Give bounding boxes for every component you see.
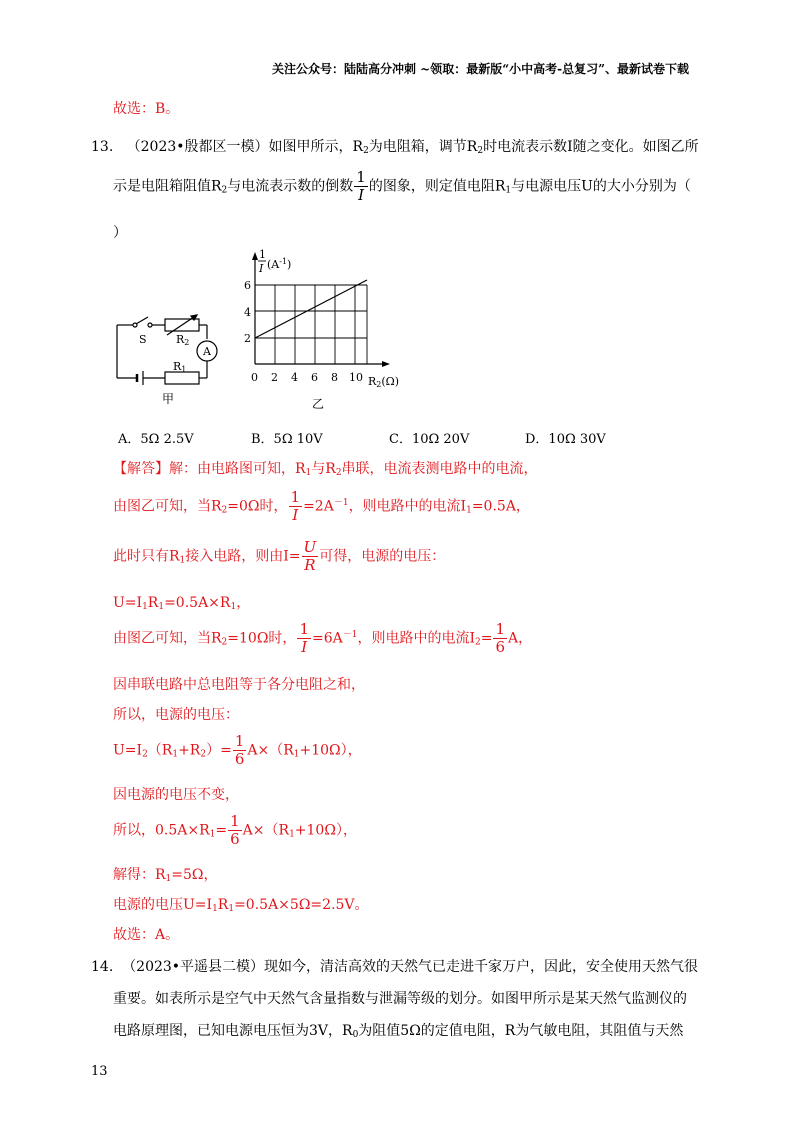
page-header: 关注公众号：陆陆高分冲刺 ~领取：最新版“小中高考-总复习”、最新试卷下载 (272, 62, 690, 76)
solution-line-5: 由图乙可知，当$R_2=10\Omega$时， $\frac{1}{I}$ $=6A^{-1}$，则电路中的电流$I_2=$ $\frac{1}{6}$ A， (113, 620, 533, 656)
page-number: 13 (91, 1064, 108, 1079)
r2-label: R2 (176, 333, 190, 347)
question-source: （2023•殷都区一模） (126, 139, 269, 155)
y-unit: $(A^{-1})$ (267, 257, 292, 271)
r1-label: R1 (173, 360, 187, 374)
switch-label: S (139, 333, 147, 346)
question-14-line-1: 14. （2023•平遥县二模）现如今，清洁高效的天然气已走进千家万户，因此，安全使用天然气很 (91, 959, 699, 975)
fraction-1-over-i: $\frac{1}{I}$ (356, 168, 366, 204)
graph-figure (236, 246, 426, 412)
option-a[interactable]: A．5Ω 2.5V (118, 432, 194, 447)
option-d[interactable]: D．10Ω 30V (525, 432, 606, 447)
question-13-line-2: 示是电阻箱阻值$R_2$与电流表示数的倒数 $\frac{1}{I}$ 的图象，则定值电阻$R_1$与电源电压U的大小分别为（ (113, 168, 691, 204)
circuit-diagram (105, 295, 230, 410)
solution-line-3: 此时只有$R_1$接入电路，则由I= $\frac{U}{R}$ 可得，电源的电压： (113, 538, 446, 574)
question-14-line-2: 重要。如表所示是空气中天然气含量指数与泄漏等级的划分。如图甲所示是某天然气监测仪的 (113, 991, 687, 1007)
solution-line-11: 解得：$R_1=5\Omega$， (113, 867, 218, 884)
option-b[interactable]: B．5Ω 10V (251, 432, 323, 447)
question-14-line-3: 电路原理图，已知电源电压恒为3V，$R_0$为阻值5Ω的定值电阻，R为气敏电阻，其阻值与天然 (113, 1023, 684, 1040)
x-tick-6: 6 (311, 371, 318, 384)
y-label-numerator: 1 (259, 248, 266, 261)
question-number: 14. (91, 959, 114, 975)
graph-caption: 乙 (312, 397, 325, 411)
solution-line-8: $U=I_2(R_1+R_2)=$ $\frac{1}{6}$ $A\times(R_1+10\Omega)$， (113, 732, 362, 768)
y-tick-4: 4 (244, 306, 251, 319)
x-tick-8: 8 (331, 371, 338, 384)
solution-line-2: 由图乙可知，当$R_2=0\Omega$时， $\frac{1}{I}$ $=2A^{-1}$，则电路中的电流$I_1=0.5A$， (113, 488, 530, 524)
prev-answer: 故选：B。 (113, 101, 180, 117)
option-c[interactable]: C．10Ω 20V (389, 432, 470, 447)
y-label-denominator: I (259, 262, 264, 275)
solution-line-7: 所以，电源的电压： (113, 707, 239, 723)
y-tick-2: 2 (244, 332, 251, 345)
y-axis-arrow (252, 252, 258, 260)
circuit-caption: 甲 (162, 392, 175, 406)
x-tick-10: 10 (349, 371, 363, 384)
x-axis-arrow (382, 361, 390, 367)
question-13-line-3: ） (113, 225, 127, 241)
x-tick-2: 2 (271, 371, 278, 384)
x-tick-4: 4 (291, 371, 298, 384)
graph-data-line (255, 280, 367, 338)
question-13-line-1: 13. （2023•殷都区一模）如图甲所示，$R_2$为电阻箱，调节$R_2$时电流表示数I随之变化。如图乙所 (91, 139, 699, 156)
solution-line-12: 电源的电压$U=I_1R_1=0.5A\times 5\Omega=2.5V$。 (113, 897, 369, 914)
solution-line-9: 因电源的电压不变， (113, 787, 239, 803)
graph-grid (255, 285, 367, 364)
solution-line-4: $U=I_1R_1=0.5A\times R_1$， (113, 595, 251, 612)
x-label: R2(Ω) (368, 375, 400, 389)
solution-tag: 【解答】 (113, 461, 169, 477)
x-tick-0: 0 (251, 371, 258, 384)
solution-line-1: 【解答】解：由电路图可知，$R_1$与$R_2$串联，电流表测电路中的电流， (113, 461, 538, 478)
solution-line-6: 因串联电路中总电阻等于各分电阻之和， (113, 677, 365, 693)
solution-line-10: 所以，$0.5A\times R_1=$ $\frac{1}{6}$ $A\times(R_1+10\Omega)$， (113, 812, 357, 848)
solution-final-answer: 故选：A。 (113, 927, 180, 943)
ammeter-label: A (203, 345, 211, 358)
question-number: 13. (91, 139, 114, 155)
y-tick-6: 6 (244, 279, 251, 292)
